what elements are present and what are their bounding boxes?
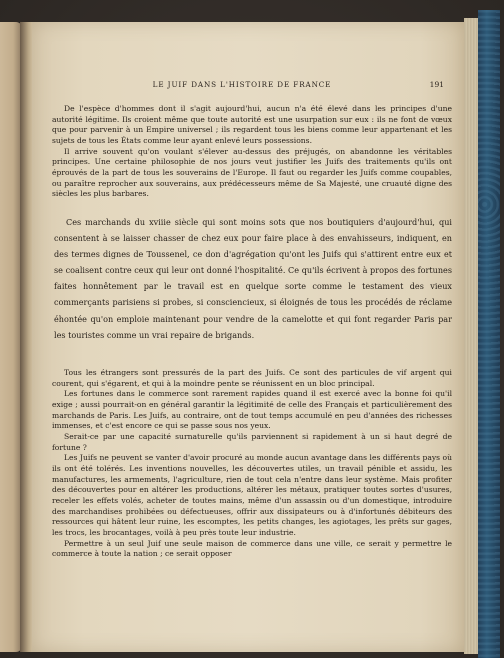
section-2 [54, 214, 452, 343]
paragraph: Tous les étrangers sont pressurés de la part des Juifs. Ce sont des particules de vif argent qui courent, qui s'égarent, et qui à la moindre pente se réunissent en un bloc principal. [52, 368, 452, 388]
paragraph: Ces marchands du xviiie siècle qui sont moins sots que nos boutiquiers d'aujourd'hui, qui consentent à se laisser chasser de chez eux pour faire place à des envahisseurs, indiquent, en des termes dignes de Toussenel, ce don d'agrégation qu'ont les Juifs qui s'attirent entre eux et se coalisent contre ceux qui leur ont donné l'hospitalité. Ce qu'ils écrivent à propos des fortunes faites honnêtement par le travail est en quelque sorte comme le testament des vieux commerçants parisiens si probes, si consciencieux, si éloignés de tous les procédés de réclame éhontée qu'on emploie maintenant pour vendre de la camelotte et qui font regarder Paris par les touristes comme un vrai repaire de brigands. [54, 217, 452, 340]
section-1 [52, 104, 452, 200]
page-header [40, 80, 450, 94]
section-3 [52, 368, 452, 560]
paragraph: Les fortunes dans le commerce sont rarement rapides quand il est exercé avec la bonne foi qu'il exige ; aussi pourrait-on en général garantir la légitimité de celle des Français et particulièrement des marchands de Paris. Les Juifs, au contraire, ont de tout temps accumulé en peu d'années des richesses immenses, et c'est encore ce qui se passe sous nos yeux. [52, 389, 452, 431]
paragraph: De l'espèce d'hommes dont il s'agit aujourd'hui, aucun n'a été élevé dans les principes d'une autorité légitime. Ils croient même que toute autorité est une usurpation sur eux : ils ne font de vœux que pour parvenir à un Empire universel ; ils regardent tous les biens comme leur appartenant et les sujets de tous les États comme leur ayant enlevé leurs possessions. [52, 104, 452, 145]
paragraph: Les Juifs ne peuvent se vanter d'avoir procuré au monde aucun avantage dans les différents pays où ils ont été tolérés. Les inventions nouvelles, les découvertes utiles, un travail pénible et assidu, les manufactures, les armements, l'agriculture, rien de tout cela n'entre dans leur système. Mais profiter des découvertes pour en altérer les productions, altérer les métaux, pratiquer toutes sortes d'usures, receler les effets volés, acheter de toutes mains, même d'un assassin ou d'un domestique, introduire des marchandises prohibées ou défectueuses, offrir aux dissipateurs ou à d'infortunés débiteurs des ressources qui hâtent leur ruine, les escomptes, les petits changes, les agiotages, les prêts sur gages, les trocs, les brocantages, voilà à peu près toute leur industrie. [52, 453, 452, 537]
running-title: LE JUIF DANS L'HISTOIRE DE FRANCE [152, 80, 332, 89]
paragraph: Serait-ce par une capacité surnaturelle qu'ils parviennent si rapidement à un si haut degré de fortune ? [52, 431, 452, 452]
book-cover [478, 10, 500, 658]
paragraph: Permettre à un seul Juif une seule maison de commerce dans une ville, ce serait y permettre le commerce à toute la nation ; ce serait opposer [52, 538, 452, 559]
paragraph: Il arrive souvent qu'on voulant s'élever au-dessus des préjugés, on abandonne les véritables principes. Une certaine philosophie de nos jours veut justifier les Juifs des traitements qu'ils ont éprouvés de la part de tous les souverains de l'Europe. Il faut ou regarder les Juifs comme coupables, ou paraître reprocher aux souverains, aux prédécesseurs même de Sa Majesté, une cruauté digne des siècles les plus barbares. [52, 146, 452, 199]
left-page-edge [0, 22, 22, 652]
page-number: 191 [429, 80, 444, 89]
